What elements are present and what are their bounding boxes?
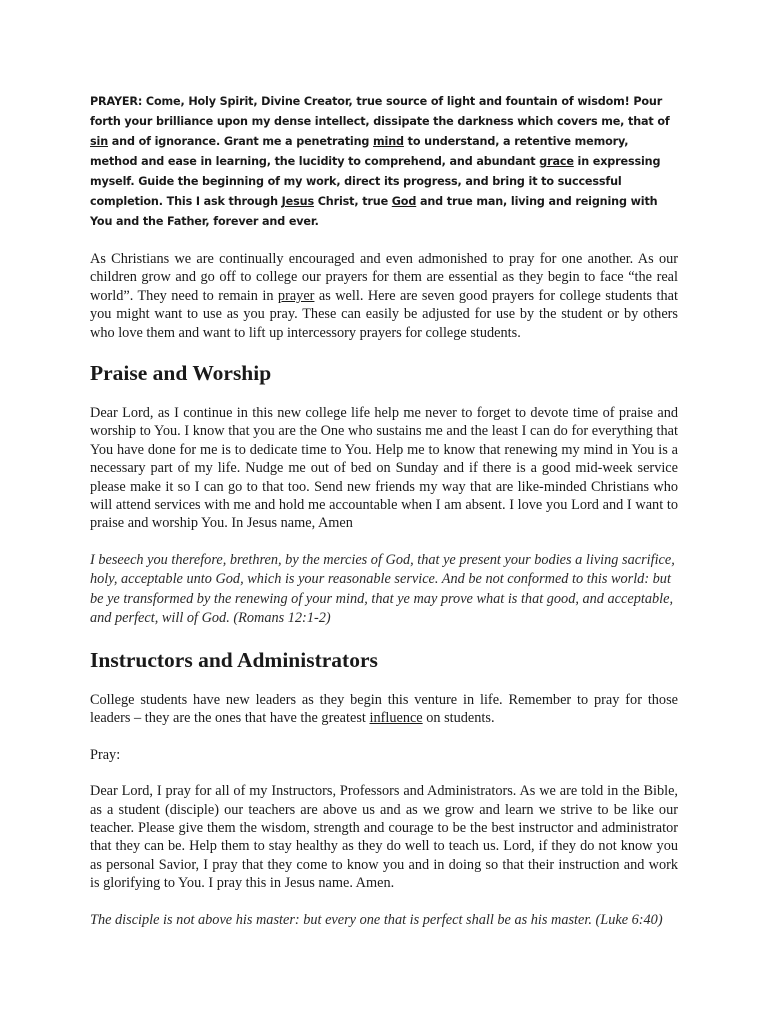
romans-verse: I beseech you therefore, brethren, by the mercies of God, that ye present your bodies a living sacrifice, holy, acceptable unto God, which is your reasonable service. And be not conformed to this world: but be ye transformed by the renewing of your mind, that ye may prove what is that good, and acceptable, and perfect, will of God. (Romans 12:1-2) [90,551,675,627]
opening-prayer-text-4: in expressing myself. Guide the beginning of my work, direct its progress, and bring it to successful completion. This I ask through [90,155,661,208]
praise-worship-prayer: Dear Lord, as I continue in this new college life help me never to forget to devote time of praise and worship to You. I know that you are the One who sustains me and the least I can do for everything that You have done for me is to dedicate time to You. Help me to know that renewing my mind in You is a necessary part of my life. Nudge me out of bed on Sunday and if there is a good mid-week service please make it so I can go to that too. Send new friends my way that are like-minded Christians who will attend services with me and hold me accountable when I am absent. I love you Lord and I want to praise and worship You. In Jesus name, Amen [90,405,678,532]
opening-prayer-text-5: Christ, true [313,195,392,208]
link-sin[interactable]: sin [90,135,109,148]
link-mind[interactable]: mind [373,135,404,148]
instructors-prayer: Dear Lord, I pray for all of my Instructors, Professors and Administrators. As we are told in the Bible, as a student (disciple) our teachers are above us and as we grow and learn we strive to be like our teacher. Please give them the wisdom, strength and courage to be the best instructor and administrator that they can be. Help them to stay healthy as they do well to teach us. Lord, if they do not know you as personal Savior, I pray that they come to know you and in doing so that their instruction and work is glorifying to You. I pray this in Jesus name. Amen. [90,783,678,892]
instructors-intro [90,691,678,728]
link-prayer[interactable]: prayer [277,287,315,304]
opening-prayer-text-2: and of ignorance. Grant me a penetrating [108,135,374,148]
instructors-intro-text-2: on students. [422,710,495,727]
link-jesus[interactable]: Jesus [281,195,314,208]
christians-paragraph [90,250,678,342]
link-god[interactable]: God [391,195,417,208]
christians-paragraph-text-1: As Christians we are continually encouraged and even admonished to pray for one another. As our children grow and go off to college our prayers for them are essential as they begin to face “the real world”. They need to remain in [90,251,678,304]
link-grace[interactable]: grace [539,155,574,168]
luke-verse: The disciple is not above his master: but every one that is perfect shall be as his master. (Luke 6:40) [90,911,663,928]
opening-prayer-text-6: and true man, living and reigning with You and the Father, forever and ever. [90,195,658,228]
document-page [90,92,678,948]
opening-prayer-text-1: PRAYER: Come, Holy Spirit, Divine Creator, true source of light and fountain of wisdom! Pour forth your brilliance upon my dense intellect, dissipate the darkness which covers me, that of [90,95,670,128]
praise-worship-heading: Praise and Worship [90,361,272,386]
christians-paragraph-text-2: as well. Here are seven good prayers for college students that you might want to use as you pray. These can easily be adjusted for use by the student or by others who love them and want to lift up intercessory prayers for college students. [90,287,678,341]
link-influence[interactable]: influence [369,710,423,727]
instructors-intro-text-1: College students have new leaders as they begin this venture in life. Remember to pray for those leaders – they are the ones that have the greatest [90,691,678,727]
opening-prayer-text-3: to understand, a retentive memory, method and ease in learning, the lucidity to comprehend, and abundant [90,135,629,168]
pray-label: Pray: [90,746,121,763]
instructors-heading: Instructors and Administrators [90,647,378,672]
opening-prayer [90,92,678,232]
